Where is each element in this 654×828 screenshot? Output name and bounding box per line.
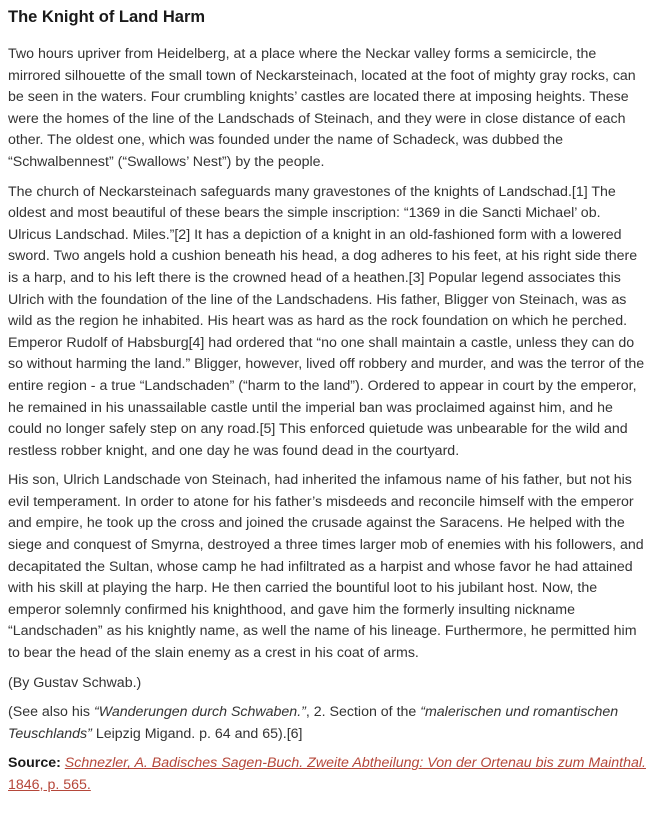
attribution: (By Gustav Schwab.) [8,674,142,691]
paragraph-3: His son, Ulrich Landschade von Steinach, had inherited the infamous name of his father, but not his evil temperament. In order to atone for his father’s misdeeds and reconcile himself with the emperor and empire, he took up the cross and joined the crusade against the Saracens. He helped with the siege and conquest of Smyrna, destroyed a three times larger mob of enemies with his followers, and decapitated the Sultan, whose camp he had infiltrated as a harpist and whose favor he had attained with his skill at playing the harp. He then carried the bountiful loot to his jubilant host. Now, the emperor solemnly confirmed his knighthood, and gave him the formerly insulting nickname “Landschaden” as his knightly name, as well the name of his lineage. Furthermore, he permitted him to bear the head of the slain enemy as a crest in his coat of arms. [8,472,644,662]
source-line [8,753,646,796]
see-also-title-2: “malerischen und romantischen Teuschlands” [8,704,619,742]
see-also-prefix: (See also his [8,704,94,721]
page-title: The Knight of Land Harm [8,8,206,26]
paragraph-1: Two hours upriver from Heidelberg, at a place where the Neckar valley forms a semicircle, the mirrored silhouette of the small town of Neckarsteinach, located at the foot of mighty gray rocks, can be seen in the waters. Four crumbling knights’ castles are located there at imposing heights. These were the homes of the line of the Landschads of Steinach, and they were in close distance of each other. The oldest one, which was founded under the name of Schadeck, was dubbed the “Schwalbennest” (“Swallows’ Nest”) by the people. [8,46,636,170]
source-link-title: Schnezler, A. Badisches Sagen-Buch. Zweite Abtheilung: Von der Ortenau bis zum Mainthal. [64,755,646,772]
see-also-title-1: “Wanderungen durch Schwaben.” [93,704,306,721]
see-also-note [8,702,646,745]
see-also-middle: , 2. Section of the [305,704,421,721]
source-link[interactable] [8,755,646,793]
source-link-page: 1846, p. 565. [8,777,91,793]
see-also-suffix: Leipzig Migand. p. 64 and 65).[6] [91,725,303,742]
paragraph-2: The church of Neckarsteinach safeguards many gravestones of the knights of Landschad.[1] The oldest and most beautiful of these bears the simple inscription: “1369 in die Sancti Michael’ ob. Ulricus Landschad. Miles.”[2] It has a depiction of a knight in an old-fashioned form with a lowered sword. Two angels hold a cushion beneath his head, a dog adheres to his feet, at his right side there is a harp, and to his left there is the crowned head of a heathen.[3] Popular legend associates this Ulrich with the foundation of the line of the Landschadens. His father, Bligger von Steinach, was as wild as the region he inhabited. His heart was as hard as the rock foundation on which he perched. Emperor Rudolf of Habsburg[4] had ordered that “no one shall maintain a castle, unless they can do so without harming the land.” Bligger, however, lived off robbery and murder, and was the terror of the entire region - a true “Landschaden” (“harm to the land”). Ordered to appear in court by the emperor, he remained in his unassailable castle until the imperial ban was proclaimed against him, and he could no longer safely step on any road.[5] This enforced quietude was unbearable for the wild and restless robber knight, and one day he was found dead in the courtyard. [8,183,645,459]
source-label: Source: [8,755,61,772]
